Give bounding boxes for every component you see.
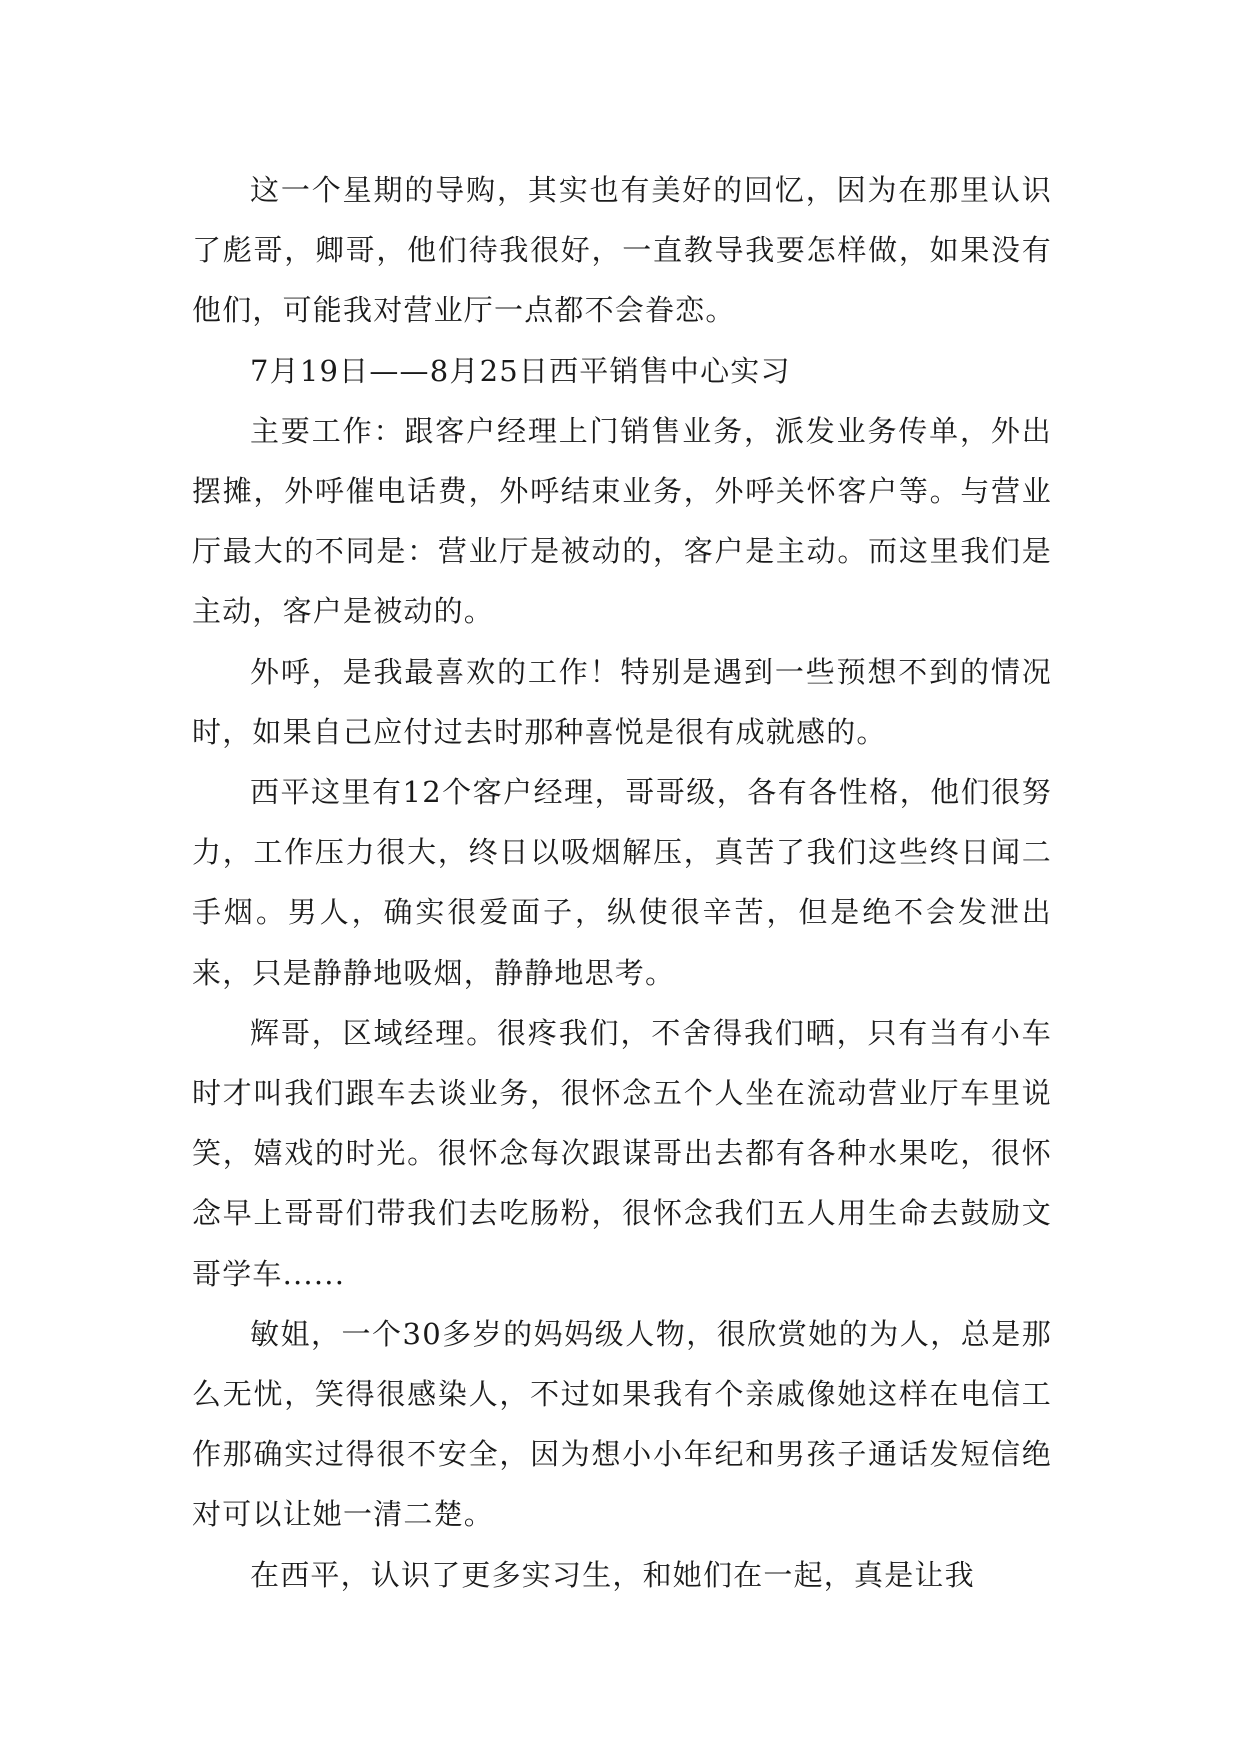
document-body: [192, 160, 1052, 1605]
paragraph-interns: 在西平，认识了更多实习生，和她们在一起，真是让我: [250, 1557, 975, 1592]
paragraph-account-managers: 西平这里有12个客户经理，哥哥级，各有各性格，他们很努力，工作压力很大，终日以吸烟解压，真苦了我们这些终日闻二手烟。男人，确实很爱面子，纵使很辛苦，但是绝不会发泄出来，只是静静地吸烟，静静地思考。: [192, 775, 1052, 990]
paragraph-sister-min: 敏姐，一个30多岁的妈妈级人物，很欣赏她的为人，总是那么无忧，笑得很感染人，不过如果我有个亲戚像她这样在电信工作那确实过得很不安全，因为想小小年纪和男孩子通话发短信绝对可以让她一清二楚。: [192, 1316, 1052, 1532]
paragraph-outbound-calls: 外呼，是我最喜欢的工作！特别是遇到一些预想不到的情况时，如果自己应付过去时那种喜悦是很有成就感的。: [192, 654, 1052, 749]
paragraph-shopping-guide-memories: 这一个星期的导购，其实也有美好的回忆，因为在那里认识了彪哥，卿哥，他们待我很好，一直教导我要怎样做，如果没有他们，可能我对营业厅一点都不会眷恋。: [192, 173, 1052, 328]
paragraph-main-work: 主要工作：跟客户经理上门销售业务，派发业务传单，外出摆摊，外呼催电话费，外呼结束业务，外呼关怀客户等。与营业厅最大的不同是：营业厅是被动的，客户是主动。而这里我们是主动，客户是被动的。: [192, 413, 1052, 629]
paragraph-internship-period: 7月19日——8月25日西平销售中心实习: [250, 353, 791, 388]
paragraph-regional-manager: 辉哥，区域经理。很疼我们，不舍得我们晒，只有当有小车时才叫我们跟车去谈业务，很怀念五个人坐在流动营业厅车里说笑，嬉戏的时光。很怀念每次跟谋哥出去都有各种水果吃，很怀念早上哥哥们带我们去吃肠粉，很怀念我们五人用生命去鼓励文哥学车......: [192, 1015, 1052, 1291]
